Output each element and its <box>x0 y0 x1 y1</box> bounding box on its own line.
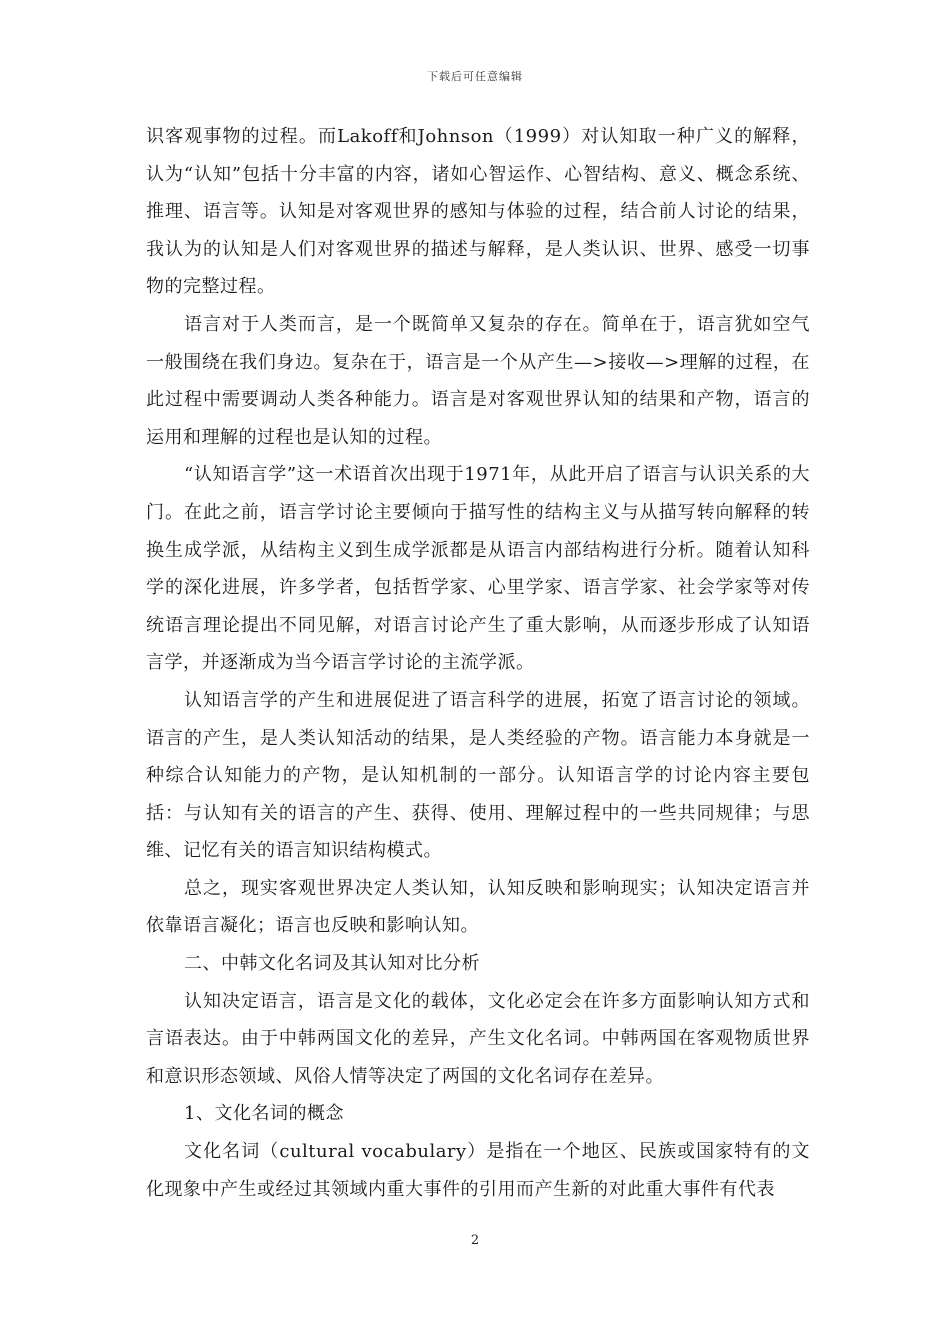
page-header: 下载后可任意编辑 <box>427 70 523 83</box>
paragraph: “认知语言学”这一术语首次出现于1971年，从此开启了语言与认识关系的大门。在此之前，语言学讨论主要倾向于描写性的结构主义与从描写转向解释的转换生成学派，从结构主义到生成学派都是从语言内部结构进行分析。随着认知科学的深化进展，许多学者，包括哲学家、心里学家、语言学家、社会学家等对传统语言理论提出不同见解，对语言讨论产生了重大影响，从而逐步形成了认知语言学，并逐渐成为当今语言学讨论的主流学派。 <box>146 464 810 674</box>
paragraph: 认知决定语言，语言是文化的载体，文化必定会在许多方面影响认知方式和言语表达。由于中韩两国文化的差异，产生文化名词。中韩两国在客观物质世界和意识形态领域、风俗人情等决定了两国的文化名词存在差异。 <box>146 990 810 1087</box>
document-body <box>146 118 810 1208</box>
paragraph: 总之，现实客观世界决定人类认知，认知反映和影响现实；认知决定语言并依靠语言凝化；语言也反映和影响认知。 <box>146 877 810 937</box>
page-number: 2 <box>470 1233 480 1248</box>
section-heading: 二、中韩文化名词及其认知对比分析 <box>184 953 480 975</box>
paragraph: 语言对于人类而言，是一个既简单又复杂的存在。简单在于，语言犹如空气一般围绕在我们身边。复杂在于，语言是一个从产生—>接收—>理解的过程，在此过程中需要调动人类各种能力。语言是对客观世界认知的结果和产物，语言的运用和理解的过程也是认知的过程。 <box>146 313 810 448</box>
paragraph: 文化名词（cultural vocabulary）是指在一个地区、民族或国家特有的文化现象中产生或经过其领域内重大事件的引用而产生新的对此重大事件有代表 <box>146 1141 810 1200</box>
paragraph: 认知语言学的产生和进展促进了语言科学的进展，拓宽了语言讨论的领域。语言的产生，是人类认知活动的结果，是人类经验的产物。语言能力本身就是一种综合认知能力的产物，是认知机制的一部分。认知语言学的讨论内容主要包括：与认知有关的语言的产生、获得、使用、理解过程中的一些共同规律；与思维、记忆有关的语言知识结构模式。 <box>146 689 810 862</box>
subsection-heading: 1、文化名词的概念 <box>184 1103 344 1125</box>
paragraph-continuation: 识客观事物的过程。而Lakoff和Johnson（1999）对认知取一种广义的解释，认为“认知”包括十分丰富的内容，诸如心智运作、心智结构、意义、概念系统、推理、语言等。认知是对客观世界的感知与体验的过程，结合前人讨论的结果，我认为的认知是人们对客观世界的描述与解释，是人类认识、世界、感受一切事物的完整过程。 <box>146 126 810 298</box>
